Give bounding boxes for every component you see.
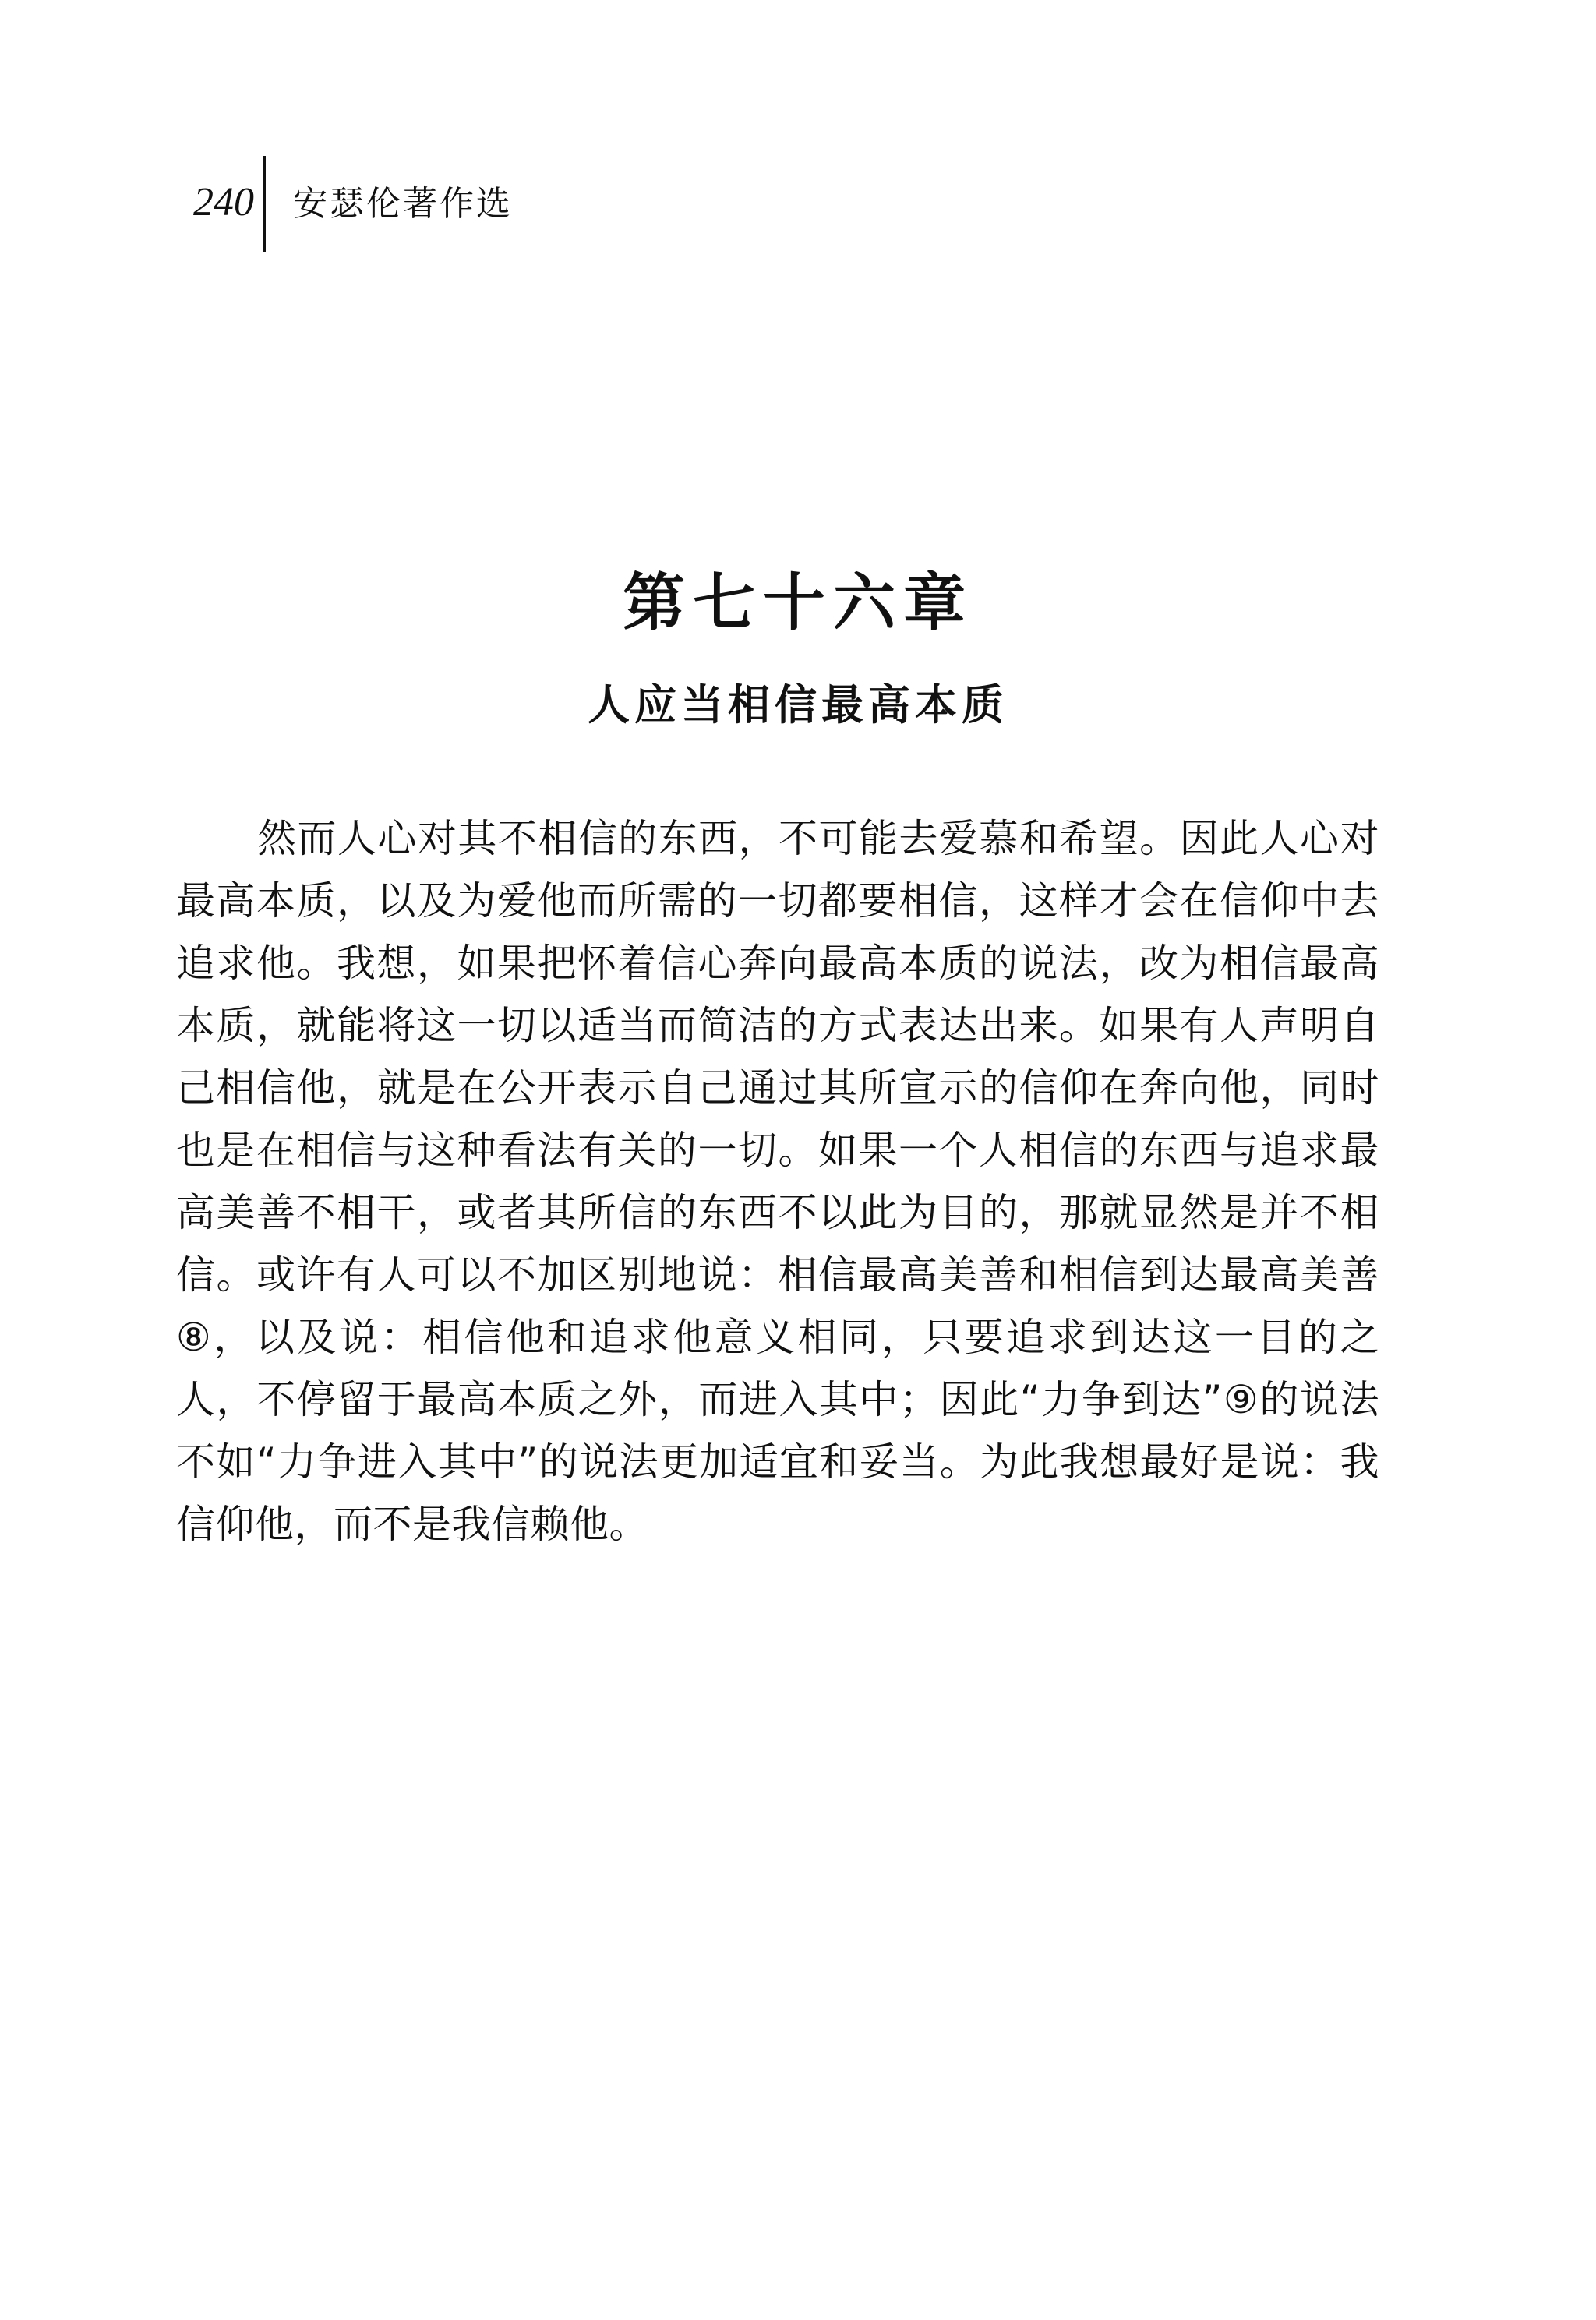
header-divider <box>263 156 266 252</box>
chapter-title: 第七十六章 <box>623 566 973 639</box>
body-paragraph: 然而人心对其不相信的东西，不可能去爱慕和希望。因此人心对最高本质，以及为爱他而所需的一切都要相信，这样才会在信仰中去追求他。我想，如果把怀着信心奔向最高本质的说法，改为相信最高本质，就能将这一切以适当而简洁的方式表达出来。如果有人声明自己相信他，就是在公开表示自己通过其所宣示的信仰在奔向他，同时也是在相信与这种看法有关的一切。如果一个人相信的东西与追求最高美善不相干，或者其所信的东西不以此为目的，那就显然是并不相信。或许有人可以不加区别地说：相信最高美善和相信到达最高美善⑧，以及说：相信他和追求他意义相同，只要追求到达这一目的之人，不停留于最高本质之外，而进入其中；因此“力争到达”⑨的说法不如“力争进入其中”的说法更加适宜和妥当。为此我想最好是说：我信仰他，而不是我信赖他。 <box>176 816 1379 1547</box>
page-number: 240 <box>193 180 254 224</box>
chapter-subtitle: 人应当相信最高本质 <box>588 680 1008 729</box>
book-title: 安瑟伦著作选 <box>293 184 513 224</box>
